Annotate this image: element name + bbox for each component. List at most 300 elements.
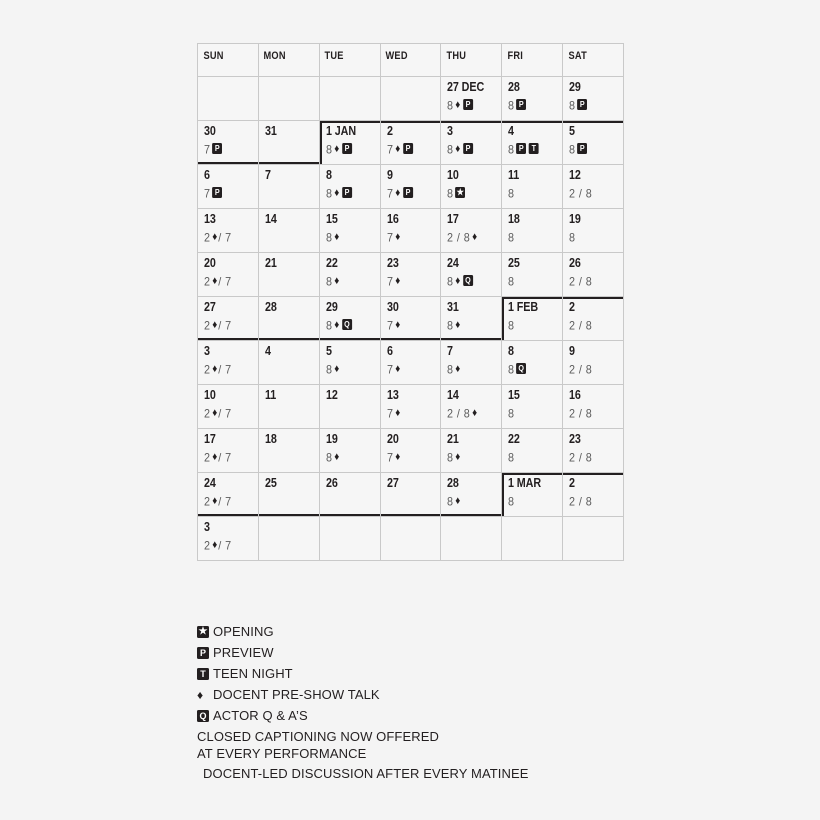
day-number: 20 [204,256,216,270]
day-cell-content [198,341,258,378]
day-events [508,187,556,202]
calendar-week-row [198,165,624,209]
day-number: 24 [447,256,460,270]
day-cell-content [320,253,380,290]
docent-talk-icon: ♦ [394,451,400,464]
calendar-week-row [198,473,624,517]
calendar-day-cell[interactable] [198,473,259,517]
docent-talk-icon: ♦ [394,187,400,200]
day-number: 9 [569,344,576,358]
calendar-day-cell[interactable] [198,165,259,209]
calendar-day-cell[interactable] [441,77,502,121]
day-cell-content [381,385,441,422]
calendar-day-cell[interactable] [441,429,502,473]
day-events [447,407,495,422]
day-events [204,275,252,290]
day-events [265,187,313,202]
calendar-day-cell[interactable] [563,297,624,341]
day-number: 26 [569,256,581,270]
day-events [265,231,313,246]
day-cell-content [381,473,441,510]
day-number: 14 [264,212,277,226]
performance-times: / 7 [218,538,232,553]
calendar-day-cell[interactable] [380,341,441,385]
calendar-day-cell[interactable] [563,341,624,385]
calendar-day-cell[interactable] [258,297,319,341]
calendar-day-cell[interactable] [502,253,563,297]
performance-times: 2 [204,318,211,333]
day-events [447,319,495,334]
performance-times: 8 [508,318,515,333]
performance-times: 8 [569,230,576,245]
day-events [569,451,617,466]
day-events [447,143,495,158]
day-number: 23 [569,432,581,446]
preview-icon: P [342,187,352,198]
day-cell-content [198,429,258,466]
day-events [508,319,556,334]
calendar-day-cell[interactable] [258,165,319,209]
preview-icon: P [212,187,222,198]
calendar-day-cell[interactable] [258,473,319,517]
calendar-day-cell[interactable] [441,253,502,297]
performance-times: 8 [447,142,454,157]
calendar-day-cell[interactable] [380,121,441,165]
day-number: 27 DEC [447,80,485,94]
docent-talk-icon: ♦ [212,231,218,244]
calendar-week-row [198,297,624,341]
day-events [204,99,252,114]
calendar-day-cell[interactable] [198,297,259,341]
day-number: 24 [204,476,216,490]
day-events [569,187,617,202]
day-cell-content [502,385,562,422]
day-number: 19 [325,432,338,446]
calendar-day-cell[interactable] [198,429,259,473]
day-number [326,81,372,96]
calendar-day-cell[interactable] [563,209,624,253]
performance-times: 8 [508,362,515,377]
day-events [447,275,495,290]
day-events [569,143,617,158]
calendar-day-cell[interactable] [502,297,563,341]
day-cell-content [381,77,441,114]
docent-talk-icon: ♦ [455,143,461,156]
day-cell-content [198,253,258,290]
day-number: 1 MAR [508,476,542,490]
performance-times: / 7 [218,406,232,421]
performance-times: 2 [204,274,211,289]
day-number: 21 [264,256,277,270]
calendar-day-cell[interactable] [258,341,319,385]
day-cell-content [441,517,501,554]
day-events [387,275,435,290]
day-events [387,319,435,334]
day-cell-content [259,165,319,202]
day-cell-content [381,209,441,246]
day-events [508,451,556,466]
calendar-day-cell[interactable] [198,209,259,253]
calendar-day-cell[interactable] [502,429,563,473]
day-cell-content [502,473,562,510]
day-events [447,231,495,246]
day-cell-content [441,473,501,510]
day-number: 5 [325,344,332,358]
day-events [387,539,435,554]
calendar-day-cell[interactable] [502,165,563,209]
actor-qa-icon: Q [463,275,473,286]
legend-item [197,684,617,705]
calendar-day-cell[interactable] [380,429,441,473]
day-number: 30 [204,124,216,138]
day-events [265,451,313,466]
calendar-day-cell[interactable] [502,121,563,165]
calendar-empty-cell [563,517,624,561]
performance-times: 8 [325,450,333,465]
legend-note-line-1: CLOSED CAPTIONING NOW OFFERED [197,729,439,744]
day-number: 28 [447,476,460,490]
day-events [387,187,435,202]
docent-talk-icon: ♦ [455,363,461,376]
performance-times: 8 [325,186,333,201]
day-number: 12 [325,388,338,402]
calendar-day-cell[interactable] [258,209,319,253]
day-cell-content [320,297,380,334]
calendar-day-cell[interactable] [502,385,563,429]
weekday-header-wed: WED [380,44,431,77]
day-number: 6 [386,344,393,358]
calendar-day-cell[interactable] [441,297,502,341]
calendar-day-cell[interactable] [319,341,380,385]
opening-star-icon: ★ [198,625,208,637]
performance-times: / 7 [218,318,232,333]
day-events [326,99,374,114]
day-number: 11 [264,388,277,402]
calendar-day-cell[interactable] [502,77,563,121]
legend-item-label: OPENING [213,624,274,639]
performance-times: 2 / 8 [447,230,471,245]
calendar-empty-cell [319,77,380,121]
calendar-day-cell[interactable] [258,121,319,165]
day-cell-content [198,297,258,334]
weekday-header-tue: TUE [319,44,370,77]
day-number: 7 [264,168,271,182]
docent-talk-icon: ♦ [394,231,400,244]
performance-times: / 7 [218,450,232,465]
day-events [387,495,435,510]
calendar-day-cell[interactable] [441,341,502,385]
calendar-day-cell[interactable] [563,253,624,297]
day-events [204,407,252,422]
day-cell-content [198,121,258,158]
day-cell-content [502,429,562,466]
calendar-day-cell[interactable] [319,297,380,341]
calendar-day-cell[interactable] [198,517,259,561]
day-cell-content [381,517,441,554]
day-number: 12 [569,168,581,182]
legend-item [197,663,617,684]
day-number: 4 [508,124,515,138]
performance-times: 8 [325,318,333,333]
day-cell-content [259,385,319,422]
day-cell-content [198,165,258,202]
legend-notes [197,728,617,782]
day-events [387,99,435,114]
performance-times: 7 [386,362,394,377]
weekday-header-sat: SAT [563,44,614,77]
performance-times: 2 [204,450,211,465]
calendar-day-cell[interactable] [563,429,624,473]
day-cell-content [381,253,441,290]
docent-talk-icon: ♦ [455,451,461,464]
docent-talk-icon: ♦ [333,143,340,156]
calendar-day-cell[interactable] [380,209,441,253]
day-number [326,521,372,536]
calendar-week-row [198,385,624,429]
calendar-day-cell[interactable] [319,385,380,429]
performance-times: 8 [447,274,454,289]
preview-icon: P [463,143,473,154]
day-cell-content [502,165,562,202]
calendar-day-cell[interactable] [441,165,502,209]
calendar-day-cell[interactable] [319,209,380,253]
day-cell-content [259,517,319,554]
day-number: 17 [447,212,460,226]
day-number: 6 [204,168,210,182]
performance-times: 8 [447,186,454,201]
calendar-day-cell[interactable] [380,385,441,429]
day-number: 29 [325,300,338,314]
day-events [569,319,617,334]
performance-times: 8 [569,142,576,157]
day-events [387,231,435,246]
day-cell-content [259,77,319,114]
docent-talk-icon: ♦ [394,407,400,420]
calendar-day-cell[interactable] [258,385,319,429]
calendar-day-cell[interactable] [563,121,624,165]
docent-talk-icon: ♦ [455,275,461,288]
calendar-day-cell[interactable] [563,473,624,517]
day-events [326,363,374,378]
performance-times: 8 [325,362,333,377]
performance-times: 7 [386,142,394,157]
day-events [204,143,252,158]
day-events [204,539,252,554]
day-cell-content [441,341,501,378]
performance-times: 2 [204,494,211,509]
day-events [326,187,374,202]
calendar-day-cell[interactable] [319,473,380,517]
docent-talk-icon: ♦ [212,451,218,464]
calendar-day-cell[interactable] [319,121,380,165]
day-events [326,539,374,554]
day-cell-content [441,429,501,466]
calendar-day-cell[interactable] [380,297,441,341]
docent-talk-icon: ♦ [394,143,400,156]
day-events [569,539,617,554]
day-number: 30 [386,300,399,314]
day-events [204,363,252,378]
day-number: 3 [204,520,210,534]
performance-times: 2 / 8 [569,274,593,289]
day-events [447,99,495,114]
day-events [447,363,495,378]
day-number: 15 [508,388,521,402]
calendar-day-cell[interactable] [502,473,563,517]
day-number: 16 [386,212,399,226]
performance-times: 2 [204,230,211,245]
weekday-header-mon: MON [258,44,309,77]
day-events [569,495,617,510]
calendar-day-cell[interactable] [319,429,380,473]
day-number: 13 [386,388,399,402]
day-number: 27 [204,300,216,314]
day-number: 28 [264,300,277,314]
day-cell-content [259,429,319,466]
day-cell-content [320,121,380,158]
calendar-day-cell[interactable] [441,473,502,517]
day-number: 10 [447,168,460,182]
day-cell-content [502,253,562,290]
performance-times: 2 / 8 [569,406,593,421]
calendar-week-row [198,253,624,297]
performance-times: 2 / 8 [569,186,593,201]
performance-times: 8 [508,406,515,421]
performance-times: 7 [386,450,394,465]
performance-times: 7 [386,274,394,289]
day-number [569,521,615,536]
calendar-day-cell[interactable] [502,209,563,253]
calendar-day-cell[interactable] [563,385,624,429]
calendar-day-cell[interactable] [380,165,441,209]
day-number [265,81,311,96]
calendar-day-cell[interactable] [441,385,502,429]
day-cell-content [563,121,623,158]
calendar-day-cell[interactable] [198,341,259,385]
docent-talk-icon: ♦ [394,319,400,332]
calendar-day-cell[interactable] [380,473,441,517]
day-number: 20 [386,432,399,446]
calendar-day-cell[interactable] [441,209,502,253]
day-cell-content [381,121,441,158]
day-number: 3 [204,344,210,358]
day-events [265,275,313,290]
day-events [508,539,556,554]
calendar-day-cell[interactable] [441,121,502,165]
day-events [265,363,313,378]
calendar-week-row [198,209,624,253]
day-cell-content [563,209,623,246]
preview-icon: P [403,187,413,198]
calendar-day-cell[interactable] [319,165,380,209]
docent-talk-icon: ♦ [472,231,478,244]
preview-icon: P [212,143,222,154]
day-cell-content [381,429,441,466]
day-events [387,363,435,378]
calendar-day-cell[interactable] [198,385,259,429]
preview-icon: P [517,99,527,110]
calendar-day-cell[interactable] [198,121,259,165]
day-cell-content [441,77,501,114]
performance-times: 7 [386,406,394,421]
calendar-day-cell[interactable] [563,77,624,121]
day-cell-content [259,297,319,334]
legend-item-label: PREVIEW [213,645,274,660]
calendar-day-cell[interactable] [502,341,563,385]
calendar-day-cell[interactable] [198,253,259,297]
day-events [387,407,435,422]
legend-item-label: TEEN NIGHT [213,666,293,681]
day-events [265,407,313,422]
day-number: 9 [386,168,393,182]
day-number: 1 FEB [508,300,539,314]
docent-talk-icon: ♦ [394,275,400,288]
performance-times: 8 [508,230,515,245]
legend-item [197,705,617,726]
docent-talk-icon: ♦ [212,275,218,288]
preview-icon: P [403,143,413,154]
performance-times: 8 [508,494,515,509]
performance-times: 8 [508,142,515,157]
performance-times: 2 / 8 [569,362,593,377]
day-cell-content [563,473,623,510]
day-events [508,495,556,510]
performance-times: 2 [204,406,211,421]
preview-icon: P [342,143,352,154]
performance-times: / 7 [218,274,232,289]
performance-calendar [197,43,624,561]
day-events [204,187,252,202]
calendar-day-cell[interactable] [258,429,319,473]
day-number: 11 [508,168,520,182]
actor-qa-icon: Q [197,710,209,722]
day-events [569,99,617,114]
calendar-day-cell[interactable] [563,165,624,209]
day-number: 29 [569,80,581,94]
calendar-empty-cell [441,517,502,561]
day-events [508,275,556,290]
day-events [204,495,252,510]
day-cell-content [259,121,319,158]
day-number: 3 [447,124,454,138]
calendar-empty-cell [380,517,441,561]
calendar-week-row [198,429,624,473]
performance-times: 2 [204,538,211,553]
day-number: 8 [508,344,515,358]
docent-talk-icon: ♦ [197,687,204,702]
performance-times: 8 [325,274,333,289]
calendar-week-row [198,517,624,561]
calendar-day-cell[interactable] [258,253,319,297]
preview-icon: P [197,647,209,659]
performance-times: 2 / 8 [569,450,593,465]
day-cell-content [198,385,258,422]
day-number: 22 [325,256,338,270]
day-number: 16 [569,388,581,402]
day-number: 7 [447,344,454,358]
day-cell-content [320,209,380,246]
calendar-day-cell[interactable] [380,253,441,297]
calendar-day-cell[interactable] [319,253,380,297]
day-events [569,231,617,246]
performance-times: 7 [204,142,211,157]
performance-times: 8 [325,142,333,157]
day-events [387,451,435,466]
docent-talk-icon: ♦ [333,363,340,376]
weekday-header-fri: FRI [502,44,553,77]
day-events [204,451,252,466]
day-events [265,495,313,510]
